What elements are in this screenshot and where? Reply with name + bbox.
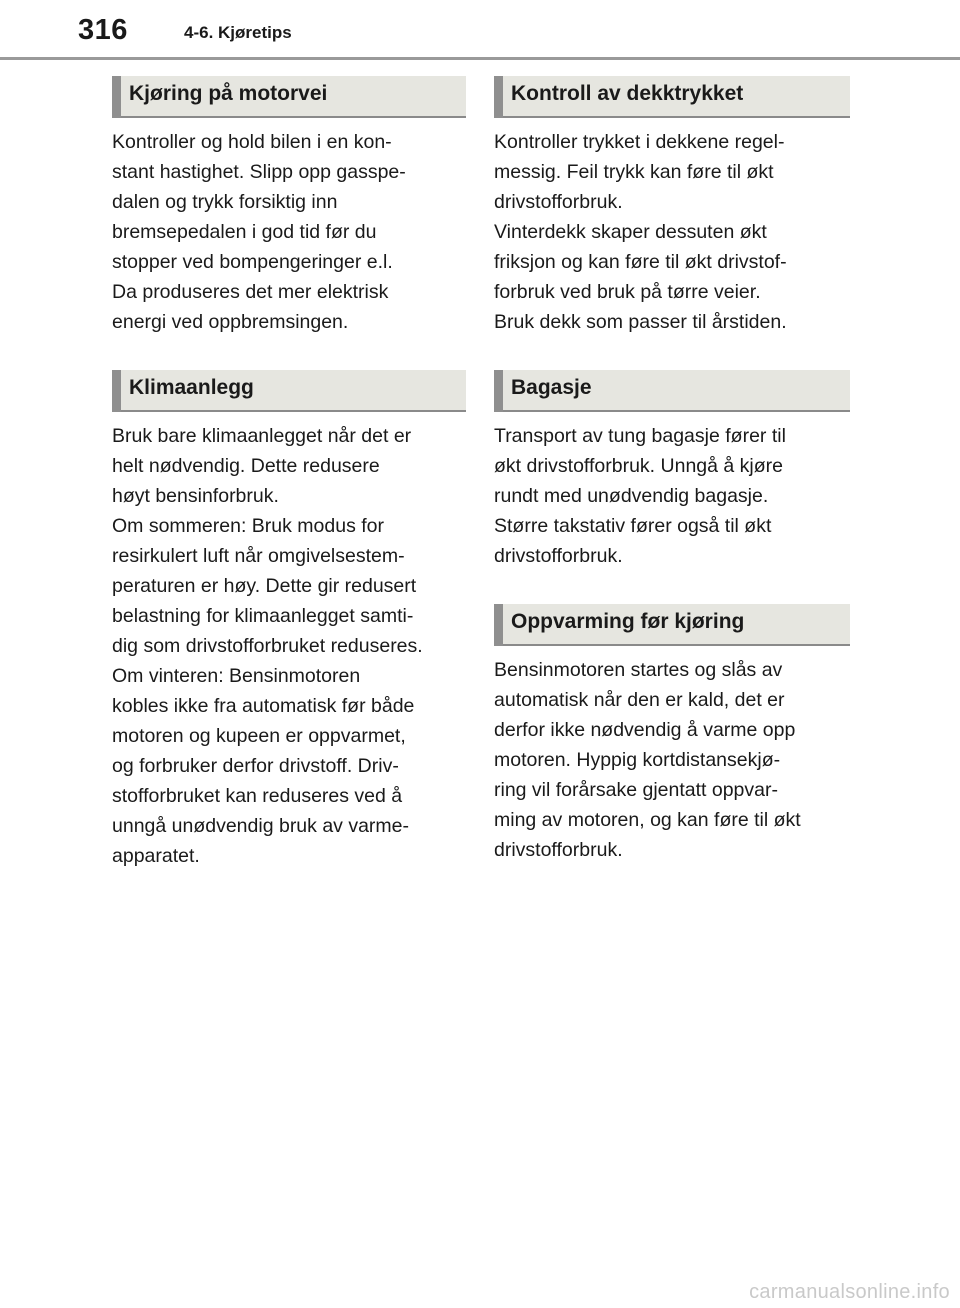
body-text-line: Da produseres det mer elektrisk: [112, 281, 389, 303]
body-text-line: motoren. Hyppig kortdistansekjø-: [494, 749, 781, 771]
body-text-line: dalen og trykk forsiktig inn: [112, 191, 338, 213]
body-text-line: Transport av tung bagasje fører til: [494, 425, 786, 447]
page-number: 316: [78, 14, 128, 46]
chapter-title: 4-6. Kjøretips: [184, 23, 292, 42]
body-text-line: og forbruker derfor drivstoff. Driv-: [112, 755, 399, 777]
body-text-line: rundt med unødvendig bagasje.: [494, 485, 769, 507]
section-title: Bagasje: [511, 376, 592, 399]
right-column: [494, 76, 850, 865]
body-text-line: belastning for klimaanlegget samti-: [112, 605, 414, 627]
section-heading-bar: [494, 370, 850, 412]
body-text-line: apparatet.: [112, 845, 200, 867]
section-title: Kjøring på motorvei: [129, 82, 328, 105]
left-column: [112, 76, 466, 871]
body-text-line: forbruk ved bruk på tørre veier.: [494, 281, 761, 303]
section-body: [112, 127, 466, 337]
body-text-line: resirkulert luft når omgivelsestem-: [112, 545, 405, 567]
body-text-line: dig som drivstofforbruket reduseres.: [112, 635, 423, 657]
body-text-line: messig. Feil trykk kan føre til økt: [494, 161, 774, 183]
section: [494, 76, 850, 337]
section: [112, 370, 466, 871]
section-gap: [112, 337, 466, 370]
section: [494, 370, 850, 571]
body-text-line: stant hastighet. Slipp opp gasspe-: [112, 161, 406, 183]
section-body: [494, 127, 850, 337]
body-text-line: Bensinmotoren startes og slås av: [494, 659, 783, 681]
body-text-line: drivstofforbruk.: [494, 839, 623, 861]
body-text-line: drivstofforbruk.: [494, 545, 623, 567]
body-text-line: Om vinteren: Bensinmotoren: [112, 665, 361, 687]
section-heading-bar: [112, 370, 466, 412]
body-text-line: derfor ikke nødvendig å varme opp: [494, 719, 796, 741]
body-text-line: Om sommeren: Bruk modus for: [112, 515, 384, 537]
page-header: [0, 0, 960, 62]
body-text-line: helt nødvendig. Dette redusere: [112, 455, 380, 477]
body-text-line: drivstofforbruk.: [494, 191, 623, 213]
body-text-line: unngå unødvendig bruk av varme-: [112, 815, 410, 837]
body-text-line: motoren og kupeen er oppvarmet,: [112, 725, 406, 747]
section-title: Klimaanlegg: [129, 376, 254, 399]
body-text-line: Bruk dekk som passer til årstiden.: [494, 311, 787, 333]
section-title: Oppvarming før kjøring: [511, 610, 745, 633]
body-text-line: ring vil forårsake gjentatt oppvar-: [494, 779, 778, 801]
section-gap: [494, 337, 850, 370]
section-body: [494, 421, 850, 571]
section-body: [494, 655, 850, 865]
body-text-line: ming av motoren, og kan føre til økt: [494, 809, 801, 831]
section: [112, 76, 466, 337]
section-body: [112, 421, 466, 871]
body-text-line: kobles ikke fra automatisk før både: [112, 695, 415, 717]
body-text-line: høyt bensinforbruk.: [112, 485, 279, 507]
section-gap: [494, 571, 850, 604]
body-text-line: Bruk bare klimaanlegget når det er: [112, 425, 412, 447]
body-text-line: Vinterdekk skaper dessuten økt: [494, 221, 767, 243]
body-text-line: Kontroller trykket i dekkene regel-: [494, 131, 785, 153]
body-text-line: energi ved oppbremsingen.: [112, 311, 349, 333]
section-heading-bar: [494, 604, 850, 646]
body-text-line: peraturen er høy. Dette gir redusert: [112, 575, 417, 597]
body-text-line: stofforbruket kan reduseres ved å: [112, 785, 403, 807]
section-heading-bar: [112, 76, 466, 118]
body-text-line: friksjon og kan føre til økt drivstof-: [494, 251, 787, 273]
header-divider: [0, 57, 960, 60]
body-text-line: Større takstativ fører også til økt: [494, 515, 772, 537]
section: [494, 604, 850, 865]
body-text-line: stopper ved bompengeringer e.l.: [112, 251, 393, 273]
body-text-line: Kontroller og hold bilen i en kon-: [112, 131, 392, 153]
body-text-line: automatisk når den er kald, det er: [494, 689, 785, 711]
section-title: Kontroll av dekktrykket: [511, 82, 744, 105]
section-heading-bar: [494, 76, 850, 118]
body-text-line: økt drivstofforbruk. Unngå å kjøre: [494, 455, 783, 477]
watermark-text: carmanualsonline.info: [749, 1281, 950, 1303]
body-text-line: bremsepedalen i god tid før du: [112, 221, 377, 243]
